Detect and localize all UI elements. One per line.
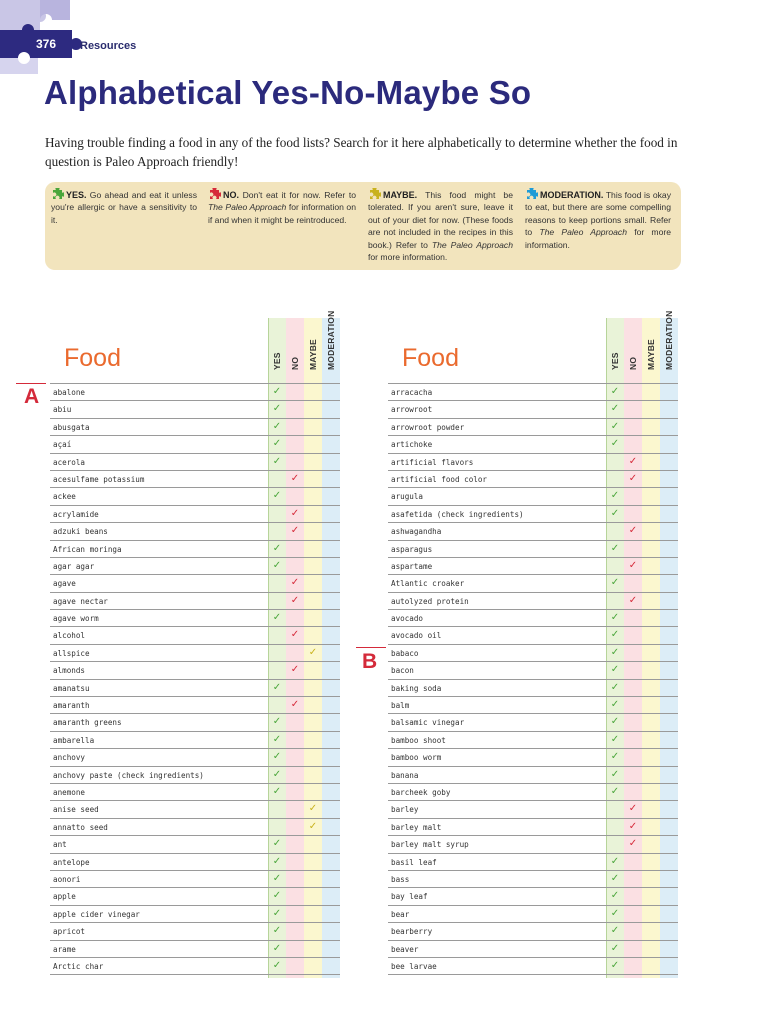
food-name: agave nectar: [53, 596, 108, 606]
legend-no-book: The Paleo Approach: [208, 202, 287, 213]
table-row: [50, 871, 340, 888]
food-name: Arctic char: [53, 961, 104, 971]
checkmark-icon-yes: ✓: [610, 733, 620, 745]
table-row: [388, 610, 678, 627]
food-name: ackee: [53, 492, 76, 502]
table-row: [50, 732, 340, 749]
food-name: abalone: [53, 388, 86, 397]
checkmark-icon-yes: ✓: [272, 855, 282, 867]
checkmark-icon-no: ✓: [290, 699, 300, 711]
food-name: bay leaf: [391, 892, 428, 902]
table-row: [388, 854, 678, 871]
table-row: [50, 854, 340, 871]
checkmark-icon-yes: ✓: [272, 942, 282, 954]
table-header: [388, 310, 678, 384]
table-row: [388, 575, 678, 592]
checkmark-icon-yes: ✓: [610, 664, 620, 676]
food-name: acerola: [53, 457, 86, 467]
food-name: barley: [391, 805, 419, 815]
checkmark-icon-no: ✓: [628, 820, 638, 832]
food-name: arame: [53, 944, 76, 954]
col-header-yes: YES: [610, 352, 620, 370]
food-name: almonds: [53, 666, 86, 676]
food-name: agave worm: [53, 614, 99, 624]
food-name: beaver: [391, 944, 419, 954]
table-row: [50, 471, 340, 488]
table-row: [50, 593, 340, 610]
checkmark-icon-yes: ✓: [610, 629, 620, 641]
table-row: [50, 558, 340, 575]
checkmark-icon-no: ✓: [290, 594, 300, 606]
food-name: ashwagandha: [391, 527, 442, 537]
checkmark-icon-yes: ✓: [610, 542, 620, 554]
checkmark-icon-yes: ✓: [272, 420, 282, 432]
food-name: avocado: [391, 614, 424, 624]
food-name: aonori: [53, 874, 81, 884]
table-row: [50, 801, 340, 818]
table-row: [388, 958, 678, 975]
table-row: [388, 384, 678, 401]
food-name: apple: [53, 892, 76, 902]
food-name: ambarella: [53, 735, 95, 745]
table-row: [388, 801, 678, 818]
checkmark-icon-yes: ✓: [272, 959, 282, 971]
food-name: avocado oil: [391, 631, 442, 641]
checkmark-icon-yes: ✓: [610, 716, 620, 728]
checkmark-icon-yes: ✓: [272, 751, 282, 763]
checkmark-icon-no: ✓: [628, 472, 638, 484]
table-row: [388, 749, 678, 766]
food-name: ant: [53, 840, 67, 850]
checkmark-icon-no: ✓: [628, 455, 638, 467]
green-puzzle-icon: [51, 188, 64, 200]
food-name: allspice: [53, 648, 90, 658]
table-row: [388, 488, 678, 505]
table-row: [50, 454, 340, 471]
legend-yes-text: Go ahead and eat it unless you're allergic or have a sensitivity to it.: [51, 190, 197, 225]
food-rows: [50, 384, 340, 975]
table-row: [50, 680, 340, 697]
table-row: [50, 923, 340, 940]
table-row: [388, 906, 678, 923]
table-row: [388, 714, 678, 731]
checkmark-icon-no: ✓: [290, 577, 300, 589]
food-name: basil leaf: [391, 857, 437, 867]
checkmark-icon-no: ✓: [290, 507, 300, 519]
table-row: [388, 523, 678, 540]
legend-moderation-book: The Paleo Approach: [539, 227, 628, 238]
food-name: artichoke: [391, 440, 433, 450]
checkmark-icon-no: ✓: [290, 472, 300, 484]
checkmark-icon-yes: ✓: [610, 907, 620, 919]
table-header: [50, 310, 340, 384]
legend-box: [45, 182, 681, 270]
food-name: agar agar: [53, 561, 95, 571]
checkmark-icon-yes: ✓: [610, 490, 620, 502]
checkmark-icon-yes: ✓: [610, 646, 620, 658]
table-row: [388, 732, 678, 749]
food-name: asafetida (check ingredients): [391, 509, 524, 519]
checkmark-icon-yes: ✓: [610, 699, 620, 711]
checkmark-icon-yes: ✓: [610, 872, 620, 884]
checkmark-icon-no: ✓: [290, 664, 300, 676]
legend-no: [208, 188, 356, 226]
food-name: abiu: [53, 405, 72, 415]
table-row: [388, 697, 678, 714]
table-row: [388, 627, 678, 644]
table-row: [388, 558, 678, 575]
col-header-no: NO: [628, 356, 638, 370]
intro-paragraph: Having trouble finding a food in any of the food lists? Search for it here alphabetically to determine whether the food in question is Paleo Approach friendly!: [45, 135, 678, 169]
legend-yes: [51, 188, 197, 226]
table-row: [388, 645, 678, 662]
checkmark-icon-yes: ✓: [610, 925, 620, 937]
food-heading: Food: [402, 344, 459, 372]
food-name: anchovy paste (check ingredients): [53, 770, 204, 780]
checkmark-icon-yes: ✓: [272, 716, 282, 728]
food-name: bacon: [391, 666, 414, 676]
legend-maybe-text-2: for more information.: [368, 252, 448, 263]
checkmark-icon-yes: ✓: [272, 455, 282, 467]
food-name: anchovy: [53, 753, 86, 763]
table-row: [50, 714, 340, 731]
food-name: autolyzed protein: [391, 596, 469, 606]
legend-no-text-2: for information on if and when it might be reintroduced.: [208, 202, 356, 225]
checkmark-icon-no: ✓: [628, 559, 638, 571]
checkmark-icon-yes: ✓: [610, 577, 620, 589]
checkmark-icon-yes: ✓: [272, 612, 282, 624]
checkmark-icon-yes: ✓: [272, 386, 282, 397]
food-name: artificial flavors: [391, 457, 474, 467]
food-name: barley malt syrup: [391, 840, 469, 850]
checkmark-icon-no: ✓: [290, 525, 300, 537]
food-name: acesulfame potassium: [53, 474, 145, 484]
checkmark-icon-no: ✓: [628, 594, 638, 606]
checkmark-icon-yes: ✓: [610, 420, 620, 432]
yellow-puzzle-icon: [368, 188, 381, 200]
table-row: [50, 419, 340, 436]
food-name: asparagus: [391, 544, 433, 554]
food-name: Atlantic croaker: [391, 579, 465, 589]
food-name: apricot: [53, 927, 86, 937]
blue-puzzle-icon: [525, 188, 538, 200]
food-name: acrylamide: [53, 509, 99, 519]
table-row: [388, 436, 678, 453]
checkmark-icon-yes: ✓: [272, 490, 282, 502]
letter-b-marker: B: [362, 650, 378, 673]
table-row: [50, 836, 340, 853]
legend-moderation: [525, 188, 671, 251]
table-row: [50, 941, 340, 958]
checkmark-icon-yes: ✓: [610, 438, 620, 450]
legend-moderation-label: MODERATION.: [540, 190, 604, 200]
food-rows: [388, 384, 678, 975]
table-row: [388, 401, 678, 418]
checkmark-icon-yes: ✓: [610, 751, 620, 763]
food-name: arugula: [391, 492, 424, 502]
checkmark-icon-no: ✓: [628, 803, 638, 815]
table-row: [388, 454, 678, 471]
section-label: Resources: [80, 40, 137, 52]
food-name: artificial food color: [391, 474, 488, 484]
food-name: açaí: [53, 440, 72, 450]
food-name: amaranth greens: [53, 718, 122, 728]
food-name: bear: [391, 909, 410, 919]
checkmark-icon-yes: ✓: [272, 681, 282, 693]
checkmark-icon-yes: ✓: [610, 890, 620, 902]
checkmark-icon-yes: ✓: [272, 838, 282, 850]
table-row: [388, 541, 678, 558]
table-row: [388, 680, 678, 697]
red-puzzle-icon: [208, 188, 221, 200]
food-name: balsamic vinegar: [391, 718, 465, 728]
food-table-right: [388, 310, 678, 975]
legend-maybe-text: This food might be tolerated. If you aren't sure, leave it out of your diet for now. (These foods are not included in the recipes in this book.) Refer to: [368, 190, 513, 250]
table-row: [50, 401, 340, 418]
food-name: anise seed: [53, 805, 99, 815]
checkmark-icon-yes: ✓: [272, 733, 282, 745]
food-name: barcheek goby: [391, 787, 451, 797]
col-header-yes: YES: [272, 352, 282, 370]
checkmark-icon-yes: ✓: [610, 785, 620, 797]
checkmark-icon-no: ✓: [628, 525, 638, 537]
checkmark-icon-yes: ✓: [610, 855, 620, 867]
table-row: [388, 784, 678, 801]
table-row: [50, 662, 340, 679]
table-row: [50, 523, 340, 540]
table-row: [388, 923, 678, 940]
table-row: [50, 819, 340, 836]
legend-maybe-book: The Paleo Approach: [431, 239, 513, 250]
food-name: amaranth: [53, 701, 90, 711]
checkmark-icon-yes: ✓: [610, 768, 620, 780]
legend-moderation-text: This food is okay to eat, but there are some compelling reasons to keep portions small. Refer to: [525, 190, 671, 238]
food-name: antelope: [53, 857, 90, 867]
table-row: [50, 610, 340, 627]
checkmark-icon-yes: ✓: [272, 907, 282, 919]
table-row: [388, 419, 678, 436]
col-header-moderation: MODERATION: [664, 310, 674, 370]
table-row: [50, 697, 340, 714]
checkmark-icon-yes: ✓: [272, 785, 282, 797]
checkmark-icon-no: ✓: [290, 629, 300, 641]
legend-maybe: [368, 188, 513, 263]
letter-a-rule: [16, 383, 46, 384]
food-name: adzuki beans: [53, 527, 108, 537]
legend-maybe-label: MAYBE.: [383, 190, 418, 200]
table-row: [50, 506, 340, 523]
page-number: 376: [36, 37, 57, 51]
food-name: amanatsu: [53, 683, 90, 693]
table-row: [388, 941, 678, 958]
food-name: alcohol: [53, 631, 86, 641]
legend-no-text: Don't eat it for now. Refer to: [242, 190, 356, 200]
table-row: [388, 662, 678, 679]
table-row: [388, 871, 678, 888]
table-row: [50, 958, 340, 975]
food-name: balm: [391, 701, 410, 711]
page-title: Alphabetical Yes-No-Maybe So: [44, 74, 532, 111]
food-name: apple cider vinegar: [53, 909, 140, 919]
table-row: [50, 384, 340, 401]
checkmark-icon-yes: ✓: [272, 768, 282, 780]
food-name: aspartame: [391, 561, 433, 571]
table-row: [388, 471, 678, 488]
table-row: [388, 819, 678, 836]
food-name: bee larvae: [391, 961, 437, 971]
food-name: annatto seed: [53, 822, 108, 832]
letter-a-marker: A: [24, 385, 40, 408]
food-table-left: [50, 310, 340, 975]
food-name: barley malt: [391, 822, 442, 832]
food-name: bamboo shoot: [391, 735, 446, 745]
checkmark-icon-yes: ✓: [610, 507, 620, 519]
food-name: African moringa: [53, 544, 122, 554]
food-name: arrowroot powder: [391, 422, 465, 432]
table-row: [50, 645, 340, 662]
table-row: [388, 593, 678, 610]
food-name: babaco: [391, 648, 419, 658]
checkmark-icon-maybe: ✓: [308, 646, 318, 658]
legend-moderation-text-2: for more information.: [525, 227, 672, 250]
table-row: [50, 488, 340, 505]
food-name: anemone: [53, 787, 86, 797]
checkmark-icon-no: ✓: [628, 838, 638, 850]
food-name: baking soda: [391, 683, 442, 693]
food-name: bass: [391, 874, 410, 884]
table-row: [50, 767, 340, 784]
food-name: arrowroot: [391, 405, 433, 415]
col-header-no: NO: [290, 356, 300, 370]
checkmark-icon-yes: ✓: [272, 559, 282, 571]
table-row: [50, 749, 340, 766]
food-name: banana: [391, 770, 419, 780]
col-header-moderation: MODERATION: [326, 310, 336, 370]
checkmark-icon-yes: ✓: [272, 872, 282, 884]
checkmark-icon-yes: ✓: [610, 681, 620, 693]
food-name: bamboo worm: [391, 753, 442, 763]
checkmark-icon-yes: ✓: [610, 612, 620, 624]
food-name: bearberry: [391, 927, 433, 937]
table-row: [388, 836, 678, 853]
checkmark-icon-yes: ✓: [610, 942, 620, 954]
table-row: [50, 627, 340, 644]
table-row: [388, 888, 678, 905]
food-name: agave: [53, 579, 76, 589]
checkmark-icon-yes: ✓: [610, 959, 620, 971]
food-name: arracacha: [391, 388, 433, 397]
checkmark-icon-yes: ✓: [272, 542, 282, 554]
table-row: [50, 575, 340, 592]
checkmark-icon-yes: ✓: [610, 386, 620, 397]
checkmark-icon-maybe: ✓: [308, 820, 318, 832]
table-row: [50, 436, 340, 453]
food-name: abusgata: [53, 422, 90, 432]
table-row: [50, 906, 340, 923]
checkmark-icon-yes: ✓: [610, 403, 620, 415]
col-header-maybe: MAYBE: [646, 339, 656, 370]
table-row: [388, 506, 678, 523]
checkmark-icon-yes: ✓: [272, 438, 282, 450]
food-heading: Food: [64, 344, 121, 372]
table-row: [50, 784, 340, 801]
checkmark-icon-yes: ✓: [272, 403, 282, 415]
col-header-maybe: MAYBE: [308, 339, 318, 370]
checkmark-icon-yes: ✓: [272, 925, 282, 937]
table-row: [388, 767, 678, 784]
letter-b-rule: [356, 647, 386, 648]
table-row: [50, 888, 340, 905]
legend-no-label: NO.: [223, 190, 240, 200]
checkmark-icon-yes: ✓: [272, 890, 282, 902]
table-row: [50, 541, 340, 558]
checkmark-icon-maybe: ✓: [308, 803, 318, 815]
legend-yes-label: YES.: [66, 190, 87, 200]
